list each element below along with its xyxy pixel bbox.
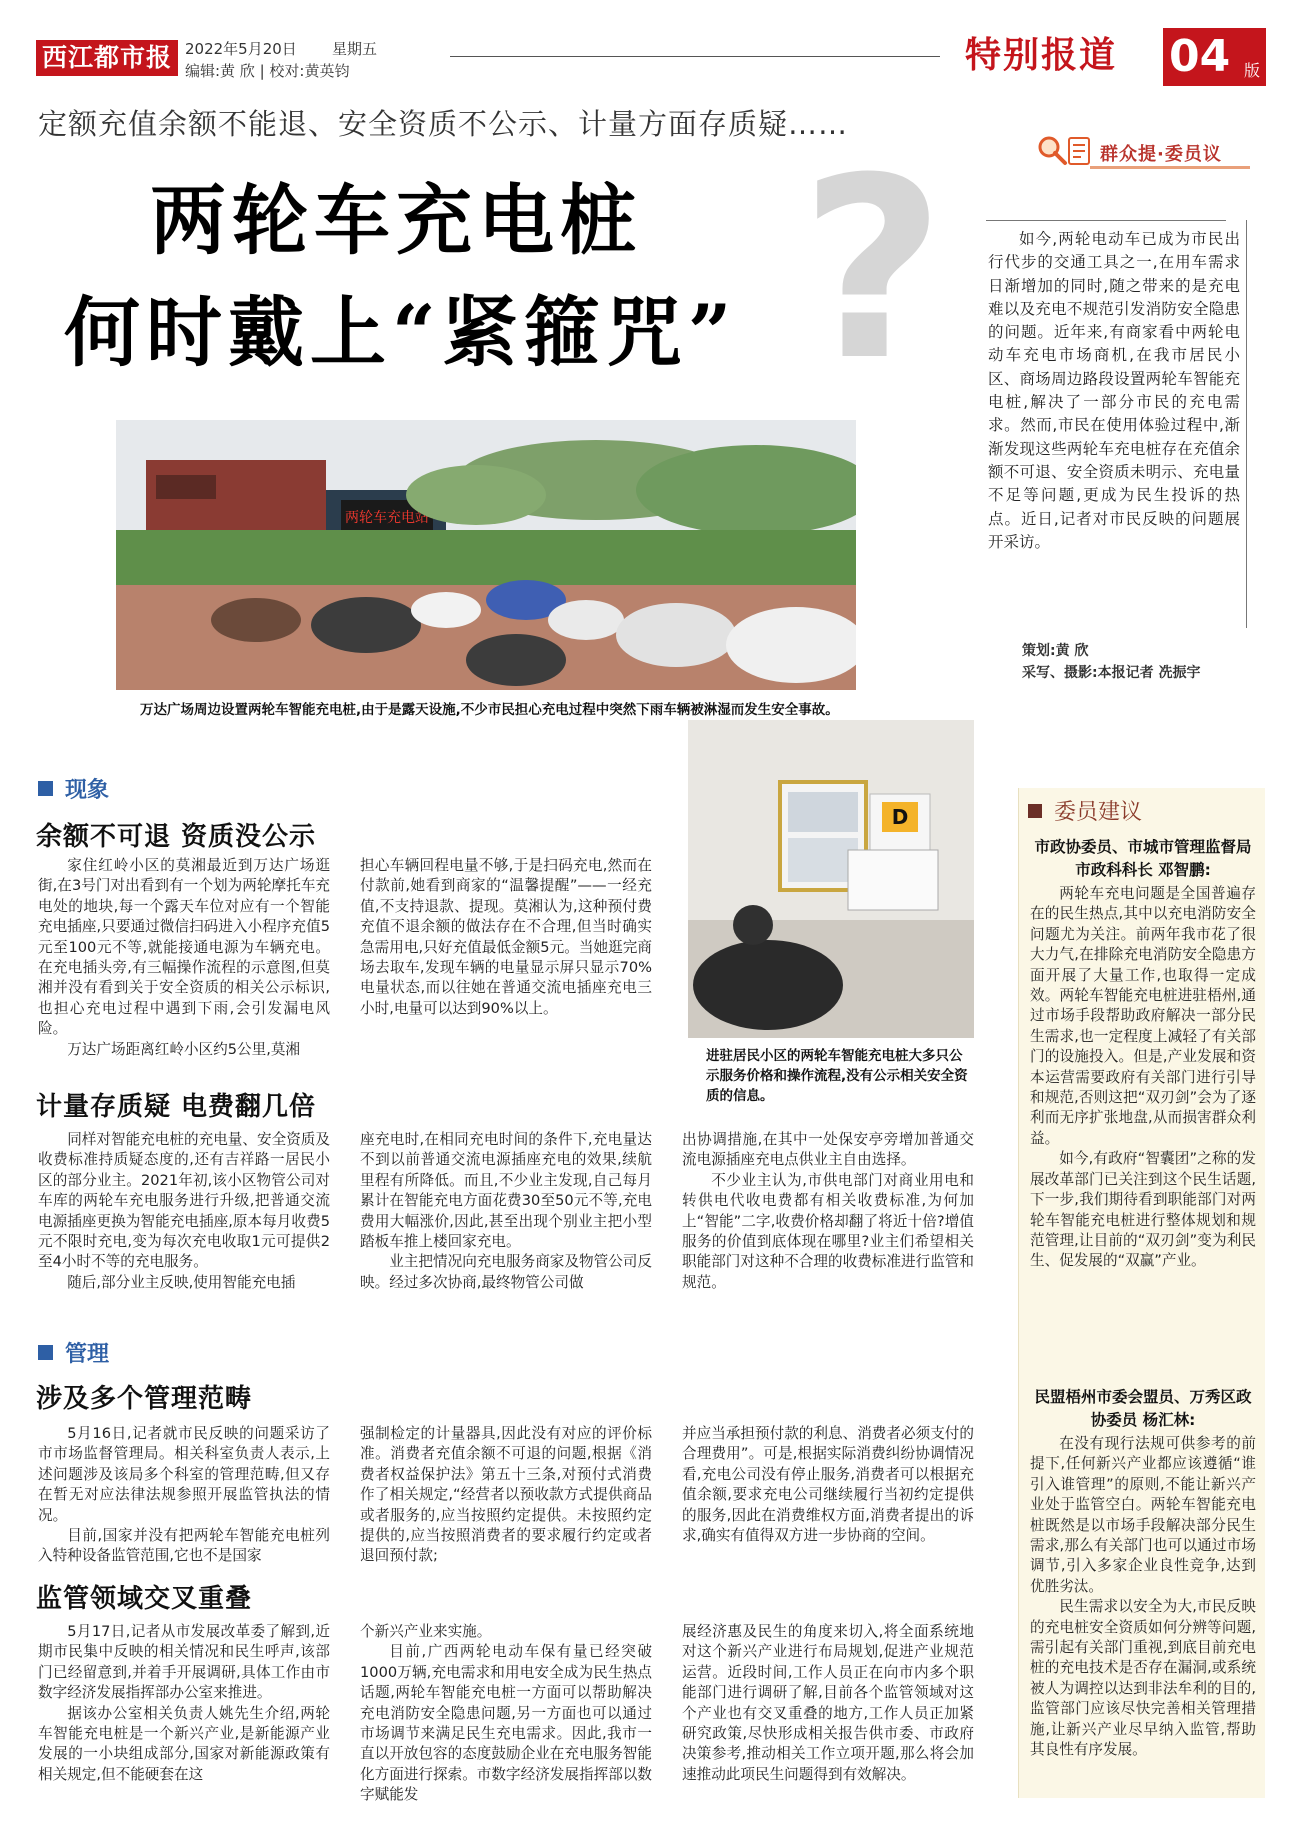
section-marker — [38, 781, 53, 796]
person2-text — [1030, 1434, 1256, 1761]
page-unit: 版 — [1243, 61, 1260, 80]
subheading-overlap: 监管领域交叉重叠 — [36, 1584, 253, 1614]
subheading-scope: 涉及多个管理范畴 — [36, 1384, 253, 1414]
photo1-caption: 万达广场周边设置两轮车智能充电桩,由于是露天设施,不少市民担心充电过程中突然下雨车辆被淋湿而发生安全事故。 — [140, 702, 839, 718]
reporter-credit: 采写、摄影:本报记者 冼振宇 — [1022, 665, 1201, 681]
paragraph: 万达广场距离红岭小区约5公里,莫湘 — [67, 1040, 301, 1058]
intro-side-rule — [1246, 220, 1247, 628]
subheading-balance: 余额不可退 资质没公示 — [36, 822, 317, 852]
charging-sign-text: 两轮车充电站 — [345, 510, 429, 526]
person1-title: 市政协委员、市城市管理监督局市政科科长 邓智鹏: — [1034, 838, 1252, 879]
paragraph: 担心车辆回程电量不够,于是扫码充电,然而在付款前,她看到商家的“温馨提醒”——一经充值,不支持退款、提现。莫湘认为,这种预付费充值不退余额的做法存在不合理,但当时确实急需用电,只好充值最低金额5元。当她逛完商场去取车,发现车辆的电量显示屏只显示70%电量状态,而以往她在普通交流电插座充电三小时,电量可以达到90%以上。 — [360, 857, 652, 1017]
phenomenon-column-4 — [360, 1130, 652, 1293]
column-badge-text: 群众提·委员议 — [1100, 144, 1222, 165]
section-heading-management — [38, 1340, 109, 1370]
section-label: 现象 — [65, 778, 110, 803]
credits — [1022, 640, 1200, 684]
paragraph: 目前,国家并没有把两轮车智能充电桩列入特种设备监管范围,它也不是国家 — [38, 1527, 330, 1565]
masthead-rule — [450, 56, 940, 57]
management-column-3 — [682, 1424, 974, 1546]
phenomenon-column-1 — [38, 856, 330, 1060]
management-column-5 — [360, 1622, 652, 1806]
person1-text — [1030, 884, 1256, 1272]
phenomenon-column-5 — [682, 1130, 974, 1293]
issue-weekday: 星期五 — [332, 40, 378, 58]
paragraph: 同样对智能充电桩的充电量、安全资质及收费标准持质疑态度的,还有吉祥路一居民小区的部分业主。2021年初,该小区物管公司对车库的两轮车充电服务进行升级,把普通交流电源插座更换为智能充电插座,原本每月收费5元不限时充电,变为每次充电收取1元可提供2至4小时不等的充电服务。 — [38, 1131, 330, 1271]
paragraph: 据该办公室相关负责人姚先生介绍,两轮车智能充电桩是一个新兴产业,是新能源产业发展的一小块组成部分,国家对新能源政策有相关规定,但不能硬套在这 — [38, 1704, 330, 1783]
section-marker — [1028, 804, 1042, 818]
paragraph: 目前,广西两轮电动车保有量已经突破1000万辆,充电需求和用电安全成为民生热点话题,两轮车智能充电桩一方面可以帮助解决充电消防安全隐患问题,另一方面也可以通过市场调节来满足民生充电需求。因此,我市一直以开放包容的态度鼓励企业在充电服务智能化方面进行探索。市数字经济发展指挥部以数字赋能发 — [360, 1643, 652, 1804]
paragraph: 在没有现行法规可供参考的前提下,任何新兴产业都应该遵循“谁引入谁管理”的原则,不能让新兴产业处于监管空白。两轮车智能充电桩既然是以市场手段解决部分民生需求,那么有关部门也可以通过市场调节,引入多家企业良性竞争,达到优胜劣汰。 — [1030, 1435, 1256, 1595]
column-badge — [1030, 132, 1252, 172]
person2-title: 民盟梧州市委会盟员、万秀区政协委员 杨汇林: — [1034, 1388, 1252, 1429]
paragraph: 5月16日,记者就市民反映的问题采访了市市场监督管理局。相关科室负责人表示,上述问题涉及该局多个科室的管理范畴,但又存在暂无对应法律法规参照开展监管执法的情况。 — [38, 1425, 330, 1524]
phenomenon-column-3 — [38, 1130, 330, 1293]
sidebar-person-1 — [1030, 836, 1256, 1272]
page-number-box — [1163, 28, 1266, 86]
section-label: 管理 — [65, 1342, 110, 1367]
photo2-caption: 进驻居民小区的两轮车智能充电桩大多只公示服务价格和操作流程,没有公示相关安全资质的信息。 — [706, 1048, 968, 1104]
management-column-4 — [38, 1622, 330, 1785]
paragraph: 两轮车充电问题是全国普遍存在的民生热点,其中以充电消防安全问题尤为关注。前两年我市花了很大力气,在排除充电消防安全隐患方面开展了大量工作,也取得一定成效。两轮车智能充电桩进驻梧州,通过市场手段帮助政府解决一部分民生需求,也一定程度上减轻了有关部门的设施投入。但是,产业发展和资本运营需要政府有关部门进行引导和规范,否则这把“双刃剑”会为了逐利而无序扩张地盘,从而损害群众利益。 — [1030, 885, 1256, 1147]
section-name: 特别报道 — [965, 35, 1118, 76]
editor-line: 编辑:黄 欣 | 校对:黄英钧 — [185, 62, 350, 80]
paragraph: 展经济惠及民生的角度来切入,将全面系统地对这个新兴产业进行布局规划,促进产业规范运营。近段时间,工作人员正在向市内多个职能部门进行调研了解,目前各个监管领域对这个产业也有交叉重叠的地方,工作人员正加紧研究政策,尽快形成相关报告供市委、市政府决策参考,推动相关工作立项开题,那么将会加速推动此项民生问题得到有效解决。 — [682, 1623, 974, 1783]
paragraph: 强制检定的计量器具,因此没有对应的评价标准。消费者充值余额不可退的问题,根据《消费者权益保护法》第五十三条,对预付式消费作了相关规定,“经营者以预收款方式提供商品或者服务的,应当按照约定提供。未按照约定提供的,应当按照消费者的要求履行约定或者退回预付款; — [360, 1425, 652, 1565]
paragraph: 随后,部分业主反映,使用智能充电插 — [67, 1273, 296, 1291]
paragraph: 不少业主认为,市供电部门对商业用电和转供电代收电费都有相关收费标准,为何加上“智能”二字,收费价格却翻了将近十倍?增值服务的价值到底体现在哪里?业主们希望相关职能部门对这种不合理的收费标准进行监管和规范。 — [682, 1171, 974, 1291]
notebook-icon — [1066, 136, 1094, 166]
sidebar-heading — [1028, 798, 1142, 828]
management-column-1 — [38, 1424, 330, 1567]
paragraph: 个新兴产业来实施。 — [360, 1623, 492, 1640]
newspaper-logo: 西江都市报 — [36, 40, 178, 76]
paragraph: 5月17日,记者从市发展改革委了解到,近期市民集中反映的相关情况和民生呼声,该部门已经留意到,并着手开展调研,具体工作由市数字经济发展指挥部办公室来推进。 — [38, 1623, 330, 1702]
intro-text — [988, 228, 1240, 554]
intro-top-rule — [986, 220, 1226, 221]
paragraph: 民生需求以安全为大,市民反映的充电桩安全资质如何分辨等问题,需引起有关部门重视,到底目前充电桩的充电技术是否存在漏洞,或系统被人为调控以达到非法牟利的目的,监管部门应该尽快完善相关管理措施,让新兴产业尽早纳入监管,帮助其良性有序发展。 — [1030, 1598, 1256, 1759]
management-column-2 — [360, 1424, 652, 1567]
headline-title-line1: 两轮车充电桩 — [150, 176, 642, 265]
paragraph: 座充电时,在相同充电时间的条件下,充电量达不到以前普通交流电源插座充电的效果,续航里程有所降低。而且,不少业主发现,自己每月累计在智能充电方面花费30至50元不等,充电费用大幅涨价,因此,甚至出现个别业主把小型踏板车推上楼回家充电。 — [360, 1131, 652, 1251]
headline-title-line2: 何时戴上“紧箍咒” — [64, 288, 738, 377]
sidebar-heading-text: 委员建议 — [1054, 800, 1143, 825]
paragraph: 业主把情况向充电服务商家及物管公司反映。经过多次协商,最终物管公司做 — [360, 1253, 652, 1291]
subheading-metering: 计量存质疑 电费翻几倍 — [36, 1092, 317, 1122]
paragraph: 并应当承担预付款的利息、消费者必须支付的合理费用”。可是,根据实际消费纠纷协调情况看,充电公司没有停止服务,消费者可以根据充值余额,要求充电公司继续履行当初约定提供的服务,因此在消费维权方面,消费者提出的诉求,确实有值得双方进一步协商的空间。 — [682, 1425, 974, 1545]
charging-station-photo — [116, 420, 856, 690]
question-mark-graphic: ? — [800, 124, 946, 415]
section-heading-phenomenon — [38, 776, 109, 806]
community-charger-photo — [688, 720, 974, 1038]
management-column-6 — [682, 1622, 974, 1785]
planner-credit: 策划:黄 欣 — [1022, 643, 1089, 659]
charger-letter: D — [891, 805, 909, 829]
intro-paragraph: 如今,两轮电动车已成为市民出行代步的交通工具之一,在用车需求日渐增加的同时,随之带来的是充电难以及充电不规范引发消防安全隐患的问题。近年来,有商家看中两轮电动车充电市场商机,在我市居民小区、商场周边路段设置两轮车智能充电桩,解决了一部分市民的充电需求。然而,市民在使用体验过程中,渐渐发现这些两轮车充电桩存在充值余额不可退、安全资质未明示、充电量不足等问题,更成为民生投诉的热点。近日,记者对市民反映的问题展开采访。 — [988, 230, 1240, 551]
sidebar-person-2 — [1030, 1386, 1256, 1761]
headline-subhead: 定额充值余额不能退、安全资质不公示、计量方面存质疑…… — [38, 107, 849, 141]
paragraph: 出协调措施,在其中一处保安亭旁增加普通交流电源插座充电点供业主自由选择。 — [682, 1131, 974, 1169]
page-number: 04 — [1169, 31, 1231, 82]
issue-date: 2022年5月20日 — [185, 40, 297, 58]
phenomenon-column-2 — [360, 856, 652, 1019]
section-marker — [38, 1345, 53, 1360]
paragraph: 如今,有政府“智囊团”之称的发展改革部门已关注到这个民生话题,下一步,我们期待看到职能部门对两轮车智能充电桩进行整体规划和规范管理,让目前的“双刃剑”变为利民生、促发展的“双赢”产业。 — [1030, 1150, 1256, 1270]
badge-underline — [1090, 166, 1250, 169]
paragraph: 家住红岭小区的莫湘最近到万达广场逛街,在3号门对出看到有一个划为两轮摩托车充电处的地块,每一个露天车位对应有一个智能充电插座,只要通过微信扫码进入小程序充值5元至100元不等,就能接通电源为车辆充电。在充电插头旁,有三幅操作流程的示意图,但莫湘并没有看到关于安全资质的相关公示标识,也担心充电过程中遇到下雨,会引发漏电风险。 — [38, 857, 330, 1038]
magnifier-icon — [1036, 134, 1068, 166]
